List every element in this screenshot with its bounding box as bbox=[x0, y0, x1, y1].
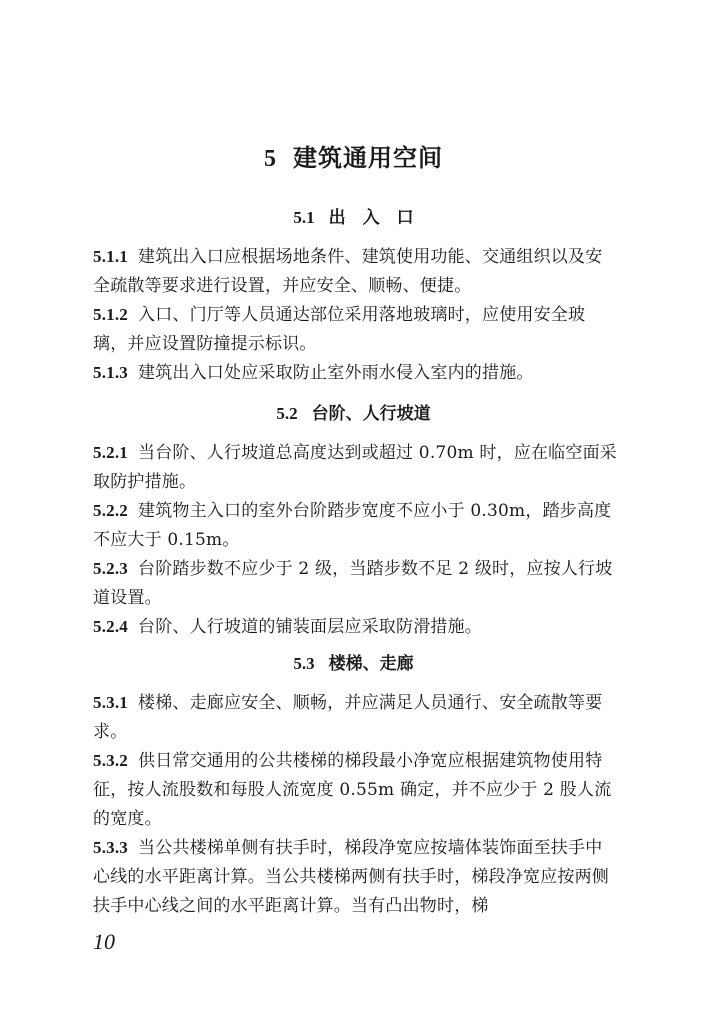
clause-text: 建筑出入口应根据场地条件、建筑使用功能、交通组织以及安全疏散等要求进行设置，并应安全、顺畅、便捷。 bbox=[93, 247, 603, 296]
section-title-5-2 bbox=[0, 402, 707, 426]
chapter-title-text: 建筑通用空间 bbox=[293, 143, 443, 172]
section-number: 5.3 bbox=[293, 654, 315, 673]
clause-5-2-3 bbox=[93, 554, 618, 613]
clause-number: 5.2.1 bbox=[93, 443, 128, 462]
chapter-title bbox=[0, 140, 707, 177]
section-number: 5.1 bbox=[293, 208, 315, 227]
clause-number: 5.1.1 bbox=[93, 247, 128, 266]
clause-text: 台阶踏步数不应少于 2 级，当踏步数不足 2 级时，应按人行坡道设置。 bbox=[93, 559, 613, 608]
section-number: 5.2 bbox=[276, 404, 298, 423]
section-title-5-1 bbox=[0, 206, 707, 230]
clause-text: 台阶、人行坡道的铺装面层应采取防滑措施。 bbox=[138, 617, 482, 637]
clause-number: 5.1.2 bbox=[93, 305, 128, 324]
clause-number: 5.2.3 bbox=[93, 559, 128, 578]
section-title-text: 出 入 口 bbox=[328, 208, 414, 228]
clause-number: 5.2.2 bbox=[93, 501, 128, 520]
clause-5-3-1 bbox=[93, 688, 618, 747]
clause-5-1-2 bbox=[93, 300, 618, 359]
section-title-text: 台阶、人行坡道 bbox=[311, 404, 431, 424]
clause-text: 建筑出入口处应采取防止室外雨水侵入室内的措施。 bbox=[138, 363, 534, 383]
section-title-5-3 bbox=[0, 652, 707, 676]
clause-text: 当台阶、人行坡道总高度达到或超过 0.70m 时，应在临空面采取防护措施。 bbox=[93, 443, 617, 492]
clause-5-1-1 bbox=[93, 242, 618, 301]
chapter-number: 5 bbox=[264, 146, 277, 172]
clause-5-2-4 bbox=[93, 612, 618, 642]
clause-5-2-1 bbox=[93, 438, 618, 497]
clause-5-3-3 bbox=[93, 833, 618, 921]
clause-text: 供日常交通用的公共楼梯的梯段最小净宽应根据建筑物使用特征，按人流股数和每股人流宽度 0.55m 确定，并不应少于 2 股人流的宽度。 bbox=[93, 751, 612, 829]
clause-number: 5.2.4 bbox=[93, 617, 128, 636]
clause-5-3-2 bbox=[93, 746, 618, 834]
clause-number: 5.3.3 bbox=[93, 838, 128, 857]
clause-number: 5.3.2 bbox=[93, 751, 128, 770]
page-number: 10 bbox=[93, 929, 115, 954]
clause-text: 入口、门厅等人员通达部位采用落地玻璃时，应使用安全玻璃，并应设置防撞提示标识。 bbox=[93, 305, 586, 354]
clause-number: 5.1.3 bbox=[93, 363, 128, 382]
clause-text: 当公共楼梯单侧有扶手时，梯段净宽应按墙体装饰面至扶手中心线的水平距离计算。当公共楼梯两侧有扶手时，梯段净宽应按两侧扶手中心线之间的水平距离计算。当有凸出物时，梯 bbox=[93, 838, 609, 916]
clause-5-1-3 bbox=[93, 358, 618, 388]
clause-text: 楼梯、走廊应安全、顺畅，并应满足人员通行、安全疏散等要求。 bbox=[93, 693, 603, 742]
clause-5-2-2 bbox=[93, 496, 618, 555]
clause-text: 建筑物主入口的室外台阶踏步宽度不应小于 0.30m，踏步高度不应大于 0.15m。 bbox=[93, 501, 612, 550]
section-title-text: 楼梯、走廊 bbox=[328, 654, 414, 674]
clause-number: 5.3.1 bbox=[93, 693, 128, 712]
